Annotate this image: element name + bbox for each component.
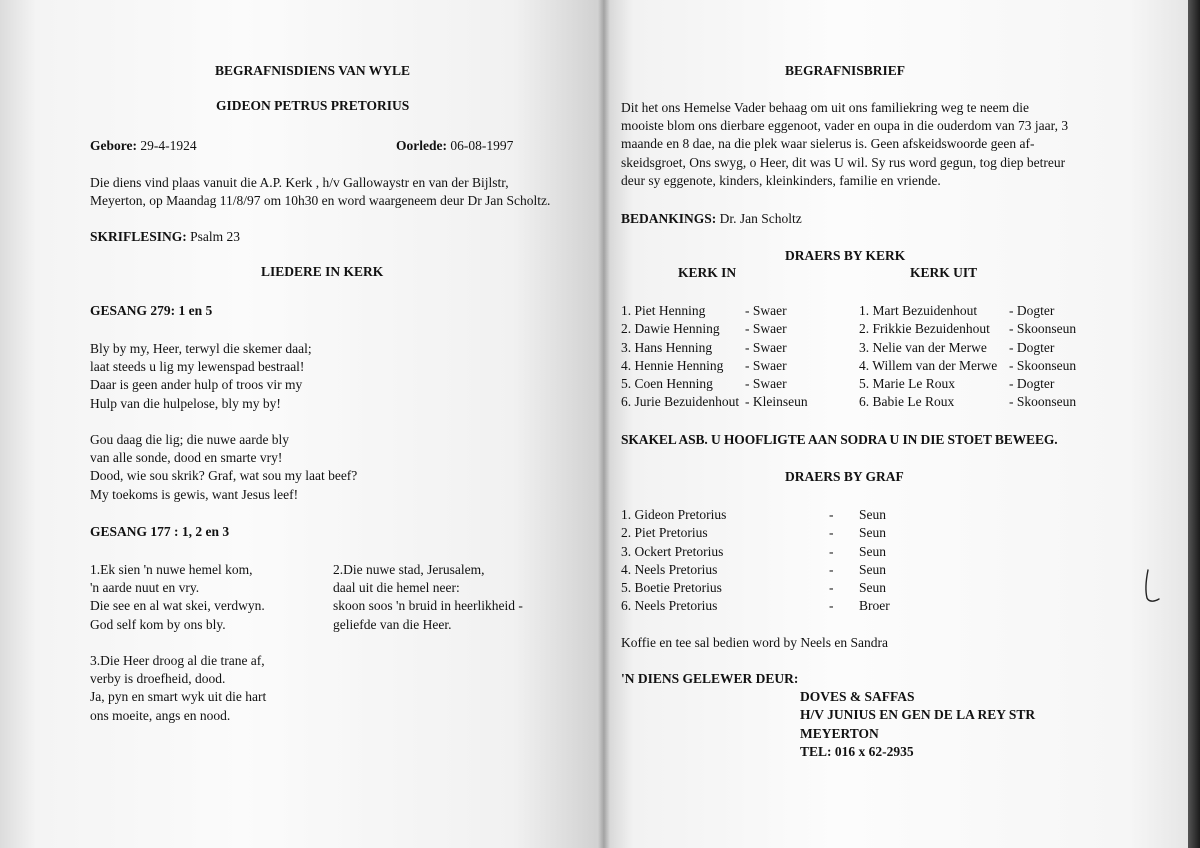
- bearer-row: [621, 375, 841, 393]
- born-date: 29-4-1924: [140, 138, 197, 153]
- bearer-row: [859, 375, 1179, 393]
- bearer-name: 3. Nelie van der Merwe: [859, 339, 987, 355]
- bearer-name: 2. Frikkie Bezuidenhout: [859, 321, 990, 337]
- bearer-dash: -: [829, 507, 834, 522]
- bearer-dash: -: [829, 598, 834, 614]
- bearer-row: [621, 543, 921, 561]
- hymn-177-verse-3: [90, 652, 266, 725]
- bearer-row: [621, 339, 841, 357]
- hymn-279-verse-2: [90, 431, 357, 504]
- hymn-177-verse-2: [333, 561, 523, 634]
- died-line: [396, 137, 513, 155]
- bearer-relation: Broer: [859, 598, 890, 614]
- bearer-name: 1. Piet Henning: [621, 303, 706, 318]
- bearer-row: [621, 393, 841, 411]
- letter-heading: BEGRAFNISBRIEF: [785, 63, 906, 78]
- headlights-notice: SKAKEL ASB. U HOOFLIGTE AAN SODRA U IN DIE STOET BEWEEG.: [621, 432, 1058, 447]
- letter-line: skeidsgroet, Ons swyg, o Heer, dit was U wil. Sy rus word gegun, tog diep betreur: [621, 154, 1066, 170]
- bearer-row: [859, 357, 1179, 375]
- bearer-dash: -: [829, 525, 834, 541]
- deceased-name: GIDEON PETRUS PRETORIUS: [216, 98, 410, 113]
- right-page: [604, 0, 1188, 848]
- letter-line: Dit het ons Hemelse Vader behaag om uit ons familiekring weg te neem die: [621, 100, 1030, 115]
- bearer-row: [621, 561, 921, 579]
- kerk-uit-label: KERK UIT: [910, 265, 978, 280]
- verse-line: ons moeite, angs en nood.: [90, 707, 231, 723]
- provider-line: H/V JUNIUS EN GEN DE LA REY STR: [800, 707, 1036, 723]
- verse-line: God self kom by ons bly.: [90, 616, 226, 632]
- verse-line: skoon soos 'n bruid in heerlikheid -: [333, 598, 523, 614]
- bearer-name: 1. Mart Bezuidenhout: [859, 303, 978, 318]
- bearer-row: [621, 302, 841, 320]
- bearer-row: [621, 579, 921, 597]
- bearer-name: 6. Jurie Bezuidenhout: [621, 394, 740, 410]
- provider-line: DOVES & SAFFAS: [800, 689, 915, 704]
- bearer-row: [621, 357, 841, 375]
- scan-edge: [1188, 0, 1200, 848]
- service-by-label: 'N DIENS GELEWER DEUR:: [621, 671, 799, 686]
- hymn-279-title: GESANG 279: 1 en 5: [90, 303, 213, 318]
- provider-line: MEYERTON: [800, 725, 879, 741]
- bearer-dash: -: [829, 543, 834, 559]
- bearer-name: 5. Coen Henning: [621, 376, 713, 392]
- songs-heading: LIEDERE IN KERK: [261, 264, 384, 279]
- letter-line: deur sy eggenote, kinders, kleinkinders, familie en vriende.: [621, 172, 941, 188]
- scripture-label: SKRIFLESING:: [90, 229, 187, 244]
- service-details: [90, 174, 550, 210]
- bearer-relation: - Swaer: [745, 321, 787, 337]
- service-heading: BEGRAFNISDIENS VAN WYLE: [215, 63, 411, 78]
- bearer-relation: - Skoonseun: [1009, 321, 1077, 337]
- bearer-relation: Seun: [859, 525, 886, 541]
- verse-line: Hulp van die hulpelose, bly my by!: [90, 395, 281, 411]
- bearer-name: 4. Neels Pretorius: [621, 561, 718, 577]
- verse-line: Bly by my, Heer, terwyl die skemer daal;: [90, 341, 312, 356]
- hymn-279-verse-1: [90, 340, 312, 413]
- graf-list: [621, 506, 921, 616]
- bearer-relation: - Kleinseun: [745, 394, 808, 410]
- bearer-name: 1. Gideon Pretorius: [621, 507, 727, 522]
- died-label: Oorlede:: [396, 138, 447, 153]
- kerk-in-label: KERK IN: [678, 265, 737, 280]
- verse-line: 'n aarde nuut en vry.: [90, 580, 200, 596]
- bearer-relation: - Skoonseun: [1009, 357, 1077, 373]
- scripture-value: Psalm 23: [190, 229, 241, 244]
- bearer-relation: - Swaer: [745, 376, 787, 392]
- bearer-name: 3. Ockert Pretorius: [621, 543, 724, 559]
- born-label: Gebore:: [90, 138, 137, 153]
- bearer-relation: Seun: [859, 507, 886, 522]
- bearer-relation: Seun: [859, 580, 886, 596]
- service-line: Meyerton, op Maandag 11/8/97 om 10h30 en word waargeneem deur Dr Jan Scholtz.: [90, 193, 551, 209]
- bearer-name: 6. Babie Le Roux: [859, 394, 955, 410]
- verse-line: Gou daag die lig; die nuwe aarde bly: [90, 432, 290, 447]
- church-bearers-heading: DRAERS BY KERK: [785, 248, 906, 263]
- bearer-name: 5. Marie Le Roux: [859, 376, 955, 392]
- bearer-row: [621, 506, 921, 524]
- bearer-row: [859, 393, 1179, 411]
- refreshments-note: Koffie en tee sal bedien word by Neels en Sandra: [621, 635, 889, 650]
- pen-mark: [1142, 568, 1164, 604]
- verse-line: geliefde van die Heer.: [333, 616, 452, 632]
- bearer-row: [859, 302, 1179, 320]
- bearer-relation: - Swaer: [745, 303, 787, 318]
- verse-line: verby is droefheid, dood.: [90, 671, 226, 687]
- verse-line: 3.Die Heer droog al die trane af,: [90, 653, 265, 668]
- thanks-label: BEDANKINGS:: [621, 211, 717, 226]
- thanks-line: [621, 210, 802, 228]
- bearer-name: 4. Willem van der Merwe: [859, 357, 998, 373]
- hymn-177-verse-1: [90, 561, 265, 634]
- letter-line: mooiste blom ons dierbare eggenoot, vader en oupa in die ouderdom van 73 jaar, 3: [621, 118, 1069, 134]
- verse-line: daal uit die hemel neer:: [333, 580, 460, 596]
- bearer-relation: - Swaer: [745, 357, 787, 373]
- died-date: 06-08-1997: [450, 138, 514, 153]
- bearer-row: [859, 339, 1179, 357]
- bearer-relation: - Swaer: [745, 339, 787, 355]
- verse-line: Dood, wie sou skrik? Graf, wat sou my laat beef?: [90, 468, 358, 484]
- verse-line: 2.Die nuwe stad, Jerusalem,: [333, 562, 485, 577]
- bearer-name: 6. Neels Pretorius: [621, 598, 718, 614]
- scripture-reading: [90, 228, 240, 246]
- thanks-value: Dr. Jan Scholtz: [719, 211, 802, 226]
- bearer-row: [621, 597, 921, 615]
- funeral-letter: [621, 99, 1068, 190]
- bearer-row: [621, 320, 841, 338]
- bearer-relation: - Dogter: [1009, 339, 1055, 355]
- bearer-name: 5. Boetie Pretorius: [621, 580, 722, 596]
- grave-bearers-heading: DRAERS BY GRAF: [785, 469, 904, 484]
- bearer-relation: - Skoonseun: [1009, 394, 1077, 410]
- provider-line: TEL: 016 x 62-2935: [800, 744, 914, 760]
- kerk-in-list: [621, 302, 841, 412]
- bearer-name: 4. Hennie Henning: [621, 357, 724, 373]
- kerk-uit-list: [859, 302, 1179, 412]
- bearer-dash: -: [829, 580, 834, 596]
- letter-line: maande en 8 dae, na die plek waar sielerus is. Geen afskeidswoorde geen af-: [621, 136, 1035, 152]
- bearer-relation: Seun: [859, 543, 886, 559]
- bearer-relation: Seun: [859, 561, 886, 577]
- verse-line: Ja, pyn en smart wyk uit die hart: [90, 689, 267, 705]
- bearer-relation: - Dogter: [1009, 376, 1055, 392]
- bearer-row: [621, 524, 921, 542]
- funeral-provider: [800, 688, 1035, 762]
- service-line: Die diens vind plaas vanuit die A.P. Kerk , h/v Gallowaystr en van der Bijlstr,: [90, 175, 509, 190]
- verse-line: Daar is geen ander hulp of troos vir my: [90, 377, 303, 393]
- verse-line: van alle sonde, dood en smarte vry!: [90, 450, 283, 466]
- book-spine-shadow: [598, 0, 610, 848]
- hymn-177-title: GESANG 177 : 1, 2 en 3: [90, 524, 230, 539]
- verse-line: 1.Ek sien 'n nuwe hemel kom,: [90, 562, 253, 577]
- bearer-row: [859, 320, 1179, 338]
- verse-line: laat steeds u lig my lewenspad bestraal!: [90, 359, 305, 375]
- bearer-name: 3. Hans Henning: [621, 339, 713, 355]
- bearer-dash: -: [829, 561, 834, 577]
- bearer-relation: - Dogter: [1009, 303, 1055, 318]
- bearer-name: 2. Dawie Henning: [621, 321, 720, 337]
- verse-line: Die see en al wat skei, verdwyn.: [90, 598, 265, 614]
- verse-line: My toekoms is gewis, want Jesus leef!: [90, 486, 299, 502]
- born-line: [90, 137, 197, 155]
- bearer-name: 2. Piet Pretorius: [621, 525, 708, 541]
